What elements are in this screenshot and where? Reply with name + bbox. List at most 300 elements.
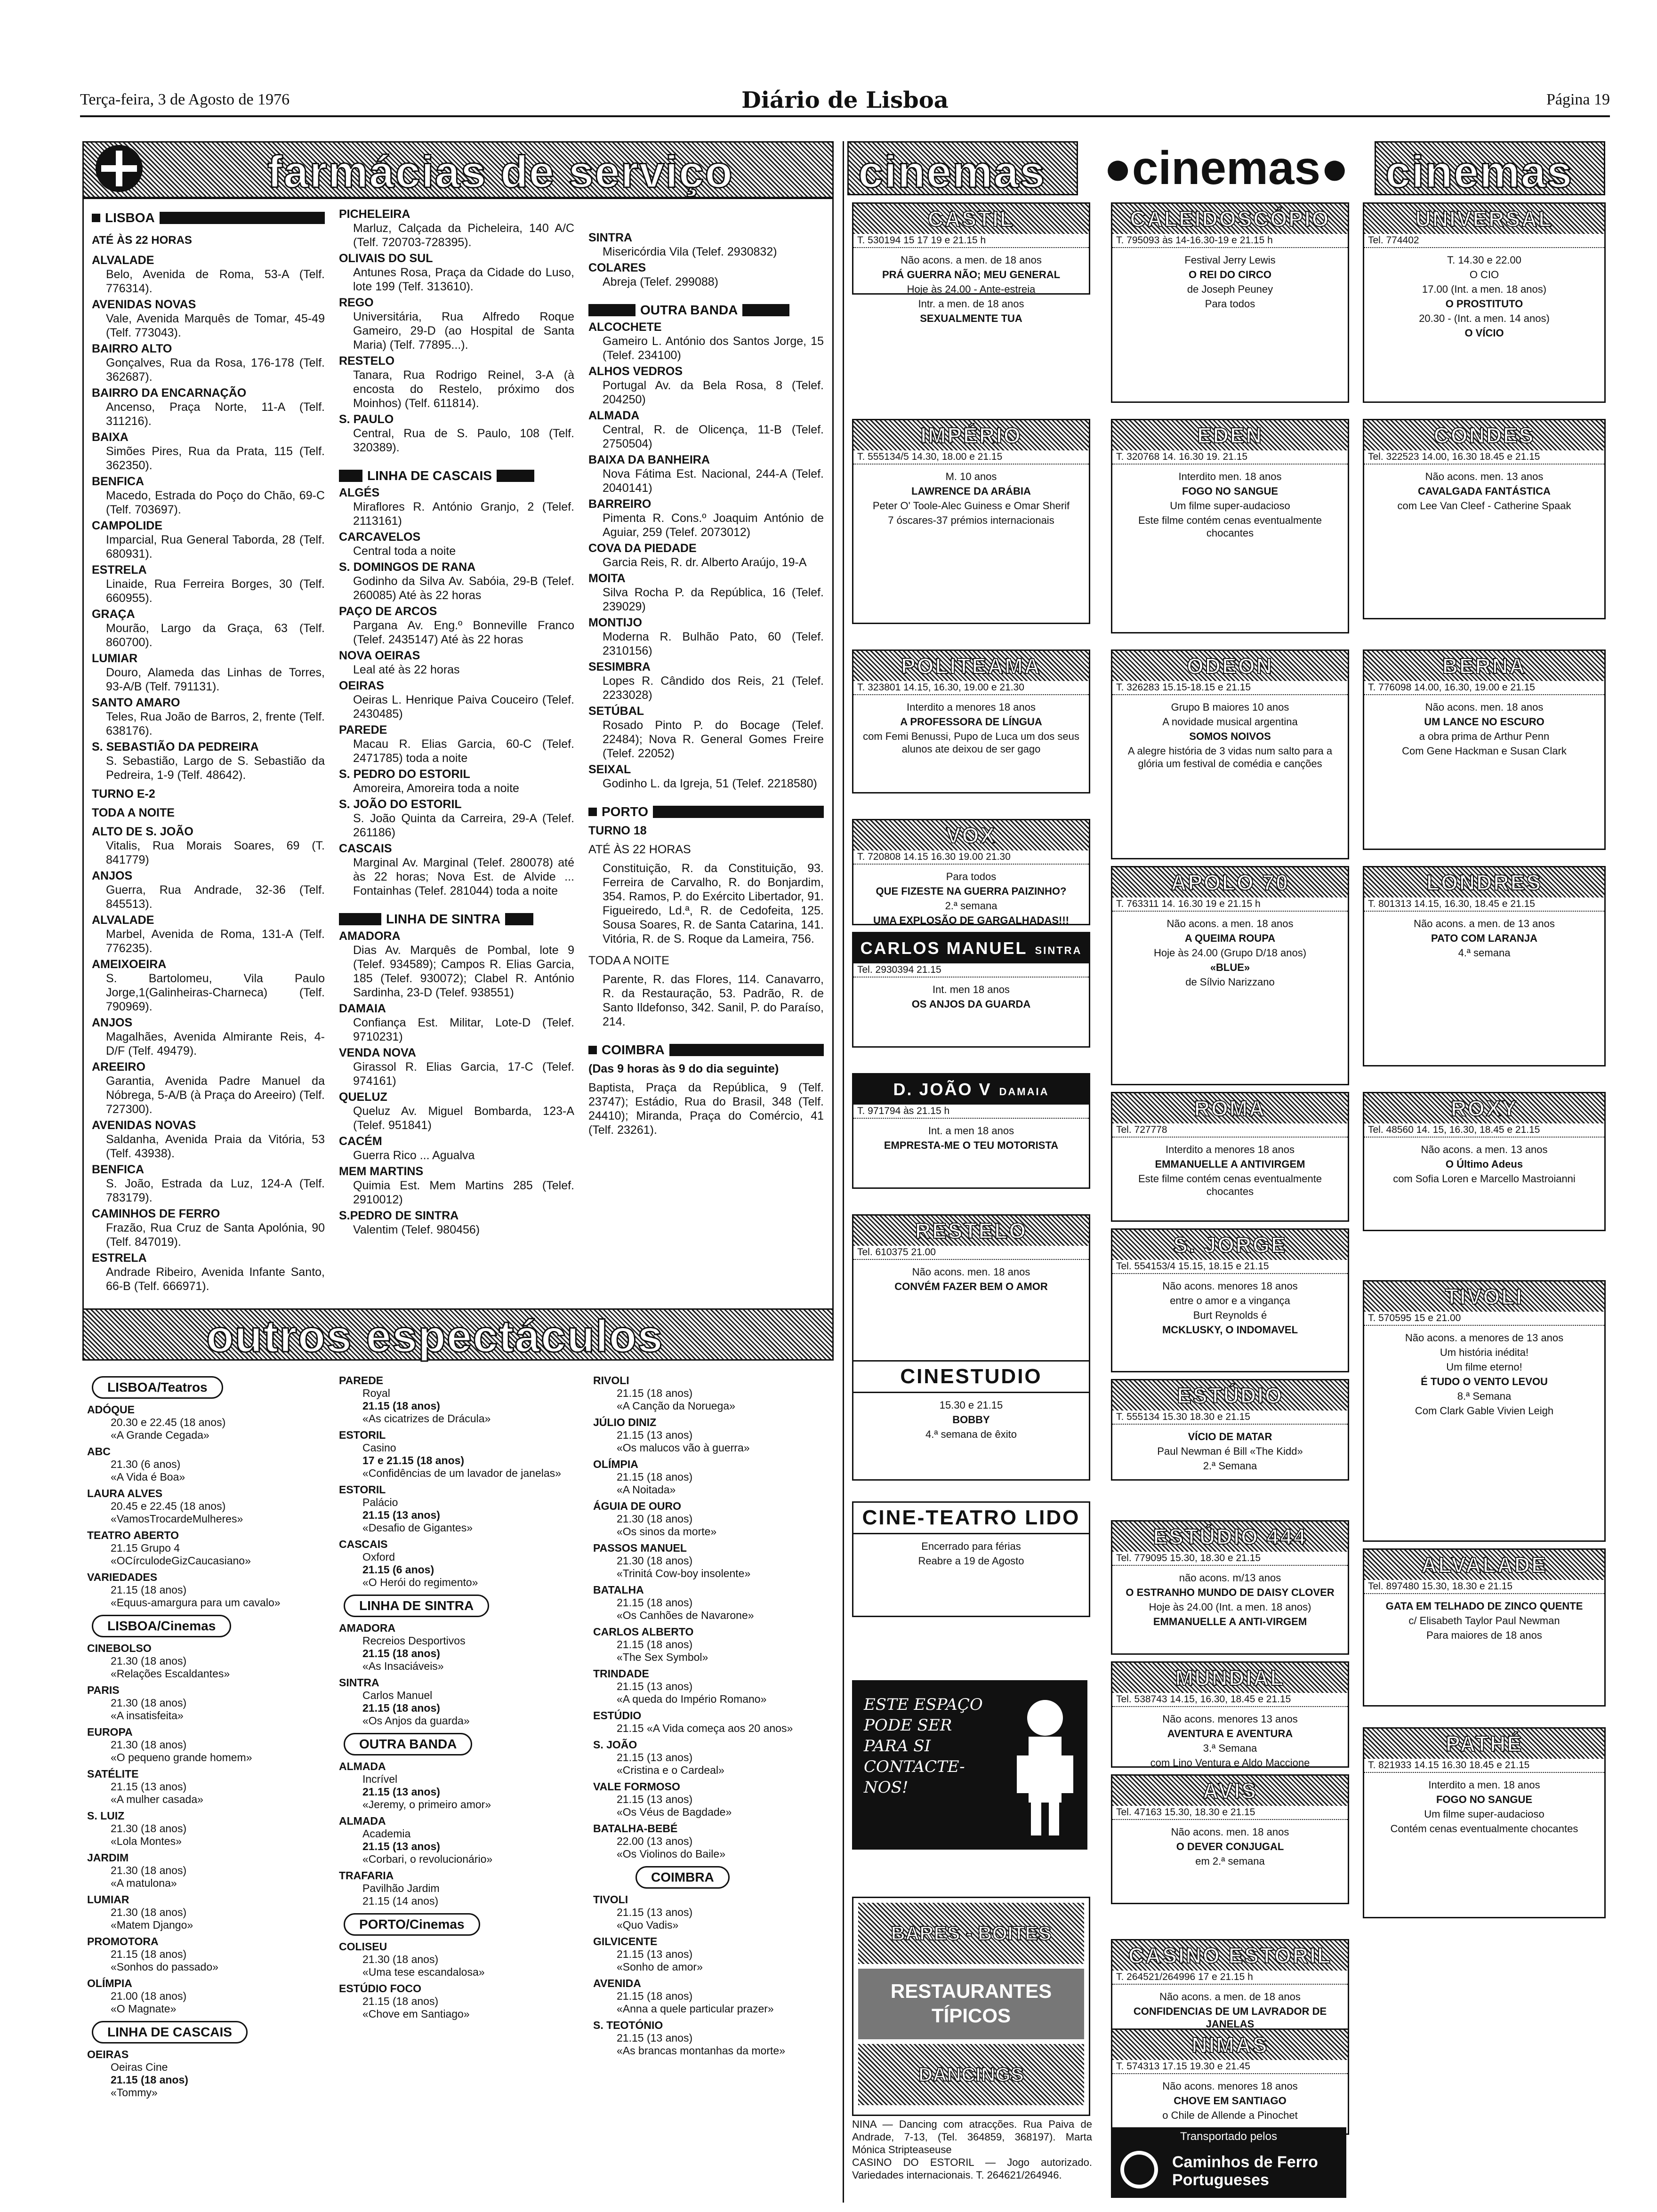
film-info: 2.ª semana <box>945 900 997 912</box>
venue-detail: 21.30 (18 anos) <box>362 1953 439 1965</box>
film-info: Contém cenas eventualmente chocantes <box>1390 1823 1578 1835</box>
bares-title: BARES - BOITES <box>858 1903 1084 1964</box>
film-info: em 2.ª semana <box>1195 1855 1265 1867</box>
cinema-schedule: T. 971794 às 21.15 h <box>853 1105 1089 1119</box>
cartoon-figure-icon <box>1007 1690 1083 1840</box>
pharmacy-entry <box>92 1060 325 1116</box>
pharmacy-address: Gonçalves, Rua da Rosa, 176-178 (Telf. 362687). <box>106 356 325 384</box>
cinema-programme <box>853 465 1089 532</box>
cinema-name <box>1112 1940 1348 1971</box>
venue-name: ADÓQUE <box>87 1403 135 1416</box>
bullet-icon: ● <box>1103 142 1132 194</box>
film-title: UM LANCE NO ESCURO <box>1424 716 1544 728</box>
film-info: Não acons. a men. 18 anos <box>1166 918 1294 930</box>
pharmacy-address: Guerra Rico ... Agualva <box>353 1149 475 1162</box>
venue-detail: «Corbari, o revolucionário» <box>362 1853 493 1865</box>
cinema-box <box>1111 1520 1349 1655</box>
cinema-schedule: T. 320768 14. 16.30 19. 21.15 <box>1112 450 1348 465</box>
venue-detail: «A Canção da Noruega» <box>617 1400 735 1412</box>
pharmacy-column-1 <box>92 207 325 1308</box>
pharmacy-address: Pimenta R. Cons.º Joaquim António de Aguiar, 259 (Telef. 2073012) <box>603 512 824 539</box>
film-info: Um filme super-audacioso <box>1170 500 1290 512</box>
venue-entry <box>593 1709 828 1735</box>
venue-entry <box>87 1571 327 1609</box>
pharmacy-entry <box>92 1251 325 1293</box>
venue-name: ESTORIL <box>339 1483 386 1496</box>
film-title: QUE FIZESTE NA GUERRA PAIZINHO? <box>876 885 1067 897</box>
pharmacy-address: Marbel, Avenida de Roma, 131-A (Telf. 776235). <box>106 928 325 955</box>
pharmacy-address: S. João, Estrada da Luz, 124-A (Telf. 783179). <box>106 1177 325 1204</box>
cinema-box <box>1363 419 1606 619</box>
pharmacy-entry <box>588 704 824 761</box>
film-title: A QUEIMA ROUPA <box>1184 932 1276 944</box>
venue-detail: 21.30 (18 anos) <box>111 1655 187 1667</box>
nina-listing: NINA — Dancing com atracções. Rua Paiva de Andrade, 7-13, (Tel. 364859, 368197). Marta Mónica Stripteaseuse <box>852 2118 1092 2156</box>
venue-detail: 21.15 (18 anos) <box>362 1995 439 2007</box>
film-info: T. 14.30 e 22.00 <box>1447 254 1521 266</box>
cinema-name <box>853 420 1089 450</box>
venue-detail: «Os Canhões de Navarone» <box>617 1609 754 1621</box>
outros-column-3 <box>593 1374 828 2207</box>
cinema-title: IMPÉRIO <box>920 423 1022 448</box>
venue-name: LUMIAR <box>87 1893 129 1906</box>
film-info: Intr. a men. de 18 anos <box>918 298 1024 310</box>
subheading: ATÉ ÀS 22 HORAS <box>92 234 192 247</box>
bares-box <box>852 1897 1090 2116</box>
cinema-box <box>1363 1548 1606 1707</box>
cinema-schedule: T. 776098 14.00, 16.30, 19.00 e 21.15 <box>1364 681 1604 695</box>
cinema-programme <box>1112 695 1348 776</box>
cinema-programme <box>1112 1274 1348 1342</box>
venue-detail: Carlos Manuel <box>362 1689 433 1701</box>
venue-entry <box>87 1935 327 1973</box>
venue-detail: «As Insaciáveis» <box>362 1660 444 1672</box>
cinema-title: CARLOS MANUEL <box>860 938 1028 958</box>
pharmacy-address: Amoreira, Amoreira toda a noite <box>353 782 519 795</box>
venue-detail: Palácio <box>362 1496 398 1508</box>
film-info: Int. a men 18 anos <box>928 1125 1014 1137</box>
porto-night-list: Parente, R. das Flores, 114. Canavarro, R. da Restauração, 53. Padrão, R. de Santo Ildefonso, 342. Sanil, P. do Paraíso, 214. <box>603 973 824 1028</box>
cinema-schedule: T. 264521/264996 17 e 21.15 h <box>1112 1971 1348 1985</box>
venue-detail: 21.15 (18 anos) <box>362 1647 440 1659</box>
venue-detail: 21.15 (18 anos) <box>617 1387 693 1399</box>
cinema-box <box>852 1214 1090 1372</box>
venue-detail: «Os sinos da morte» <box>617 1525 717 1538</box>
venue-name: AVENIDA <box>593 1977 641 1989</box>
venue-entry <box>593 1893 828 1931</box>
film-title: OS ANJOS DA GUARDA <box>911 998 1031 1010</box>
venue-detail: Oeiras Cine <box>111 2061 168 2073</box>
film-title: EMPRESTA-ME O TEU MOTORISTA <box>884 1139 1059 1151</box>
pharmacy-entry <box>339 296 574 352</box>
locality-name: BENFICA <box>92 475 145 488</box>
cinema-box <box>852 819 1090 925</box>
cinema-schedule: Tel. 48560 14. 15, 16.30, 18.45 e 21.15 <box>1364 1123 1604 1138</box>
cinema-schedule: T. 801313 14.15, 16.30, 18.45 e 21.15 <box>1364 898 1604 912</box>
cinema-schedule: T. 821933 14.15 16.30 18.45 e 21.15 <box>1364 1759 1604 1773</box>
venue-detail: Incrível <box>362 1773 398 1785</box>
venue-detail: 21.30 (6 anos) <box>111 1458 181 1470</box>
pharmacy-entry <box>92 607 325 649</box>
pharmacy-address: Gameiro L. António dos Santos Jorge, 15 (Telef. 234100) <box>603 335 824 362</box>
cinema-schedule: T. 763311 14. 16.30 19 e 21.15 h <box>1112 898 1348 912</box>
pharmacy-address: Confiança Est. Militar, Lote-D (Telef. 9710231) <box>353 1016 574 1043</box>
pharmacy-entry <box>588 320 824 362</box>
pharmacy-entry <box>92 563 325 605</box>
film-info: Hoje às 24.00 (Grupo D/18 anos) <box>1153 947 1307 959</box>
pharmacy-entry <box>339 1090 574 1132</box>
pharmacy-address: Douro, Alameda das Linhas de Torres, 93-A/B (Telf. 791131). <box>106 666 325 693</box>
cinema-box <box>1111 202 1349 403</box>
locality-name: S. JOÃO DO ESTORIL <box>339 798 462 811</box>
cinema-box <box>1363 1727 1606 1918</box>
cinema-name <box>1364 1282 1604 1312</box>
locality-name: SINTRA <box>588 231 633 244</box>
cinema-name <box>1112 1380 1348 1411</box>
venue-detail: 21.15 Grupo 4 <box>111 1542 180 1554</box>
venue-name: GILVICENTE <box>593 1935 658 1948</box>
pharmacy-entry <box>339 767 574 795</box>
venue-detail: 21.00 (18 anos) <box>111 1990 187 2002</box>
cp-tagline: Transportado pelos <box>1180 2130 1277 2143</box>
cinema-box <box>1363 1092 1606 1231</box>
venue-detail: «Uma tese escandalosa» <box>362 1966 485 1978</box>
film-info: 15.30 e 21.15 <box>939 1399 1003 1411</box>
venue-entry <box>87 1403 327 1442</box>
cinema-name <box>853 933 1089 963</box>
venue-entry <box>593 2019 828 2057</box>
film-info: M. 10 anos <box>945 471 997 482</box>
pharmacy-address: Rosado Pinto P. do Bocage (Telef. 22484); Nova R. General Gomes Freire (Telef. 22052) <box>603 719 824 760</box>
venue-entry <box>339 1374 574 1425</box>
pharmacy-entry <box>92 1207 325 1249</box>
pharmacy-address: Andrade Ribeiro, Avenida Infante Santo, 66-B (Telf. 666971). <box>106 1266 325 1293</box>
locality-name: SESIMBRA <box>588 660 651 673</box>
pharmacy-entry <box>92 430 325 473</box>
venue-name: AMADORA <box>339 1622 396 1634</box>
locality-name: BENFICA <box>92 1163 145 1176</box>
pharmacy-entry <box>339 842 574 898</box>
locality-name: S. PAULO <box>339 413 394 426</box>
venue-name: ESTORIL <box>339 1429 386 1441</box>
outros-column-2 <box>339 1374 574 2207</box>
outros-banner-title: outros espectáculos <box>206 1311 664 1362</box>
venue-detail: 21.15 (13 anos) <box>617 1906 693 1918</box>
cinema-name <box>1112 1663 1348 1693</box>
cinema-title: ALVALADE <box>1421 1553 1547 1577</box>
venue-detail: 21.15 (18 anos) <box>362 1702 440 1714</box>
pharmacy-entry <box>588 660 824 702</box>
locality-name: LUMIAR <box>92 652 138 665</box>
locality-name: S. PEDRO DO ESTORIL <box>339 768 470 781</box>
cinema-box <box>852 1073 1090 1189</box>
venue-detail: «O Magnate» <box>111 2003 177 2015</box>
film-title: GATA EM TELHADO DE ZINCO QUENTE <box>1385 1600 1583 1612</box>
venue-entry <box>593 1780 828 1819</box>
locality-name: BAIRRO ALTO <box>92 342 172 355</box>
venue-detail: Casino <box>362 1442 396 1454</box>
film-info: Int. men 18 anos <box>933 984 1010 995</box>
pharmacy-address: Nova Fátima Est. Nacional, 244-A (Telef. 2040141) <box>603 467 824 495</box>
locality-name: GRAÇA <box>92 608 135 621</box>
venue-name: VARIEDADES <box>87 1571 158 1583</box>
locality-name: AMADORA <box>339 930 401 943</box>
locality-name: SANTO AMARO <box>92 696 180 709</box>
cinemas-banner-title: cinemas <box>1132 142 1321 194</box>
cinema-title: CASINO ESTORIL <box>1128 1943 1332 1968</box>
venue-detail: «Confidências de um lavador de janelas» <box>362 1467 561 1479</box>
cinema-box <box>1363 202 1606 403</box>
pharmacy-banner-title: farmácias de serviço <box>267 147 733 197</box>
film-info: Interdito a menores 18 anos <box>1166 1144 1295 1155</box>
cinema-title: ROXY <box>1450 1096 1518 1121</box>
venue-entry <box>593 1458 828 1496</box>
locality-name: PAREDE <box>339 723 387 737</box>
cinema-title: LONDRES <box>1426 870 1542 895</box>
venue-detail: 21.15 (13 anos) <box>617 1948 693 1960</box>
film-title: É TUDO O VENTO LEVOU <box>1421 1376 1548 1387</box>
venue-detail: 21.15 (18 anos) <box>362 1400 440 1412</box>
cinema-programme <box>1112 912 1348 994</box>
locality-name: CASCAIS <box>339 842 392 855</box>
venue-detail: Royal <box>362 1387 390 1399</box>
film-title: CONFIDENCIAS DE UM LAVRADOR DE JANELAS <box>1133 2005 1327 2030</box>
film-title: O REI DO CIRCO <box>1188 269 1271 281</box>
venue-detail: «Cristina e o Cardeal» <box>617 1764 724 1776</box>
pharmacy-address: S. João Quinta da Carreira, 29-A (Telef. 261186) <box>353 812 574 839</box>
film-title: O PROSTITUTO <box>1445 298 1523 310</box>
cinema-box <box>1111 866 1349 1085</box>
venue-detail: «As cicatrizes de Drácula» <box>362 1412 491 1425</box>
film-info: Para todos <box>1205 298 1255 310</box>
section-cascais: LINHA DE CASCAIS <box>339 469 574 483</box>
cinemas-banner-left: cinemas <box>858 147 1046 197</box>
film-info: o Chile de Allende a Pinochet <box>1162 2109 1298 2121</box>
film-info: 4.ª semana <box>1458 947 1511 959</box>
venue-detail: 21.30 (18 anos) <box>617 1555 693 1567</box>
venue-detail: Oxford <box>362 1551 395 1563</box>
locality-name: ESTRELA <box>92 1251 147 1265</box>
pharmacy-address: Pargana Av. Eng.º Bonneville Franco (Telef. 2435147) Até às 22 horas <box>353 619 574 646</box>
pharmacy-address: Oeiras L. Henrique Paiva Couceiro (Telef. 2430485) <box>353 693 574 721</box>
film-info: Não acons. menores 18 anos <box>1162 2080 1298 2092</box>
pharmacy-entry <box>588 261 824 289</box>
cinema-schedule: T. 570595 15 e 21.00 <box>1364 1312 1604 1326</box>
venue-entry <box>87 2048 327 2099</box>
cinema-schedule: Tel. 727778 <box>1112 1123 1348 1138</box>
venue-detail: «O Herói do regimento» <box>362 1576 478 1588</box>
cinema-box <box>1111 1092 1349 1222</box>
film-info: 4.ª semana de êxito <box>925 1428 1017 1440</box>
venue-name: JARDIM <box>87 1851 129 1864</box>
pharmacy-entry <box>92 696 325 738</box>
locality-name: PICHELEIRA <box>339 208 410 221</box>
venue-detail: «Trinitá Cow-boy insolente» <box>617 1567 751 1579</box>
film-title: EMMANUELLE A ANTI-VIRGEM <box>1153 1616 1307 1627</box>
pharmacy-address: Magalhães, Avenida Almirante Reis, 4-D/F (Telf. 49479). <box>106 1030 325 1058</box>
pharmacy-entry <box>339 354 574 410</box>
venue-detail: 21.15 (18 anos) <box>617 1990 693 2002</box>
venue-detail: 21.15 (18 anos) <box>111 1584 187 1596</box>
venue-detail: 21.15 «A Vida começa aos 20 anos» <box>617 1722 793 1734</box>
pharmacy-address: Saldanha, Avenida Praia da Vitória, 53 (Telf. 43938). <box>106 1133 325 1160</box>
locality-name: AVENIDAS NOVAS <box>92 298 196 311</box>
film-title: VÍCIO DE MATAR <box>1188 1431 1272 1443</box>
pharmacy-address: Guerra, Rua Andrade, 32-36 (Telf. 845513). <box>106 883 325 911</box>
cinema-schedule: T. 326283 15.15-18.15 e 21.15 <box>1112 681 1348 695</box>
film-info: 8.ª Semana <box>1457 1390 1512 1402</box>
locality-name: COLARES <box>588 261 646 274</box>
pharmacy-entry <box>92 297 325 340</box>
film-info: Não acons. men. 13 anos <box>1425 471 1544 482</box>
pharmacy-entry <box>339 207 574 249</box>
locality-name: RESTELO <box>339 354 395 368</box>
film-info: Hoje às 24.00 (Int. a men. 18 anos) <box>1149 1601 1311 1613</box>
pharmacy-entry <box>92 957 325 1014</box>
section-coimbra: COIMBRA <box>588 1043 824 1057</box>
film-info: Interdito men. 18 anos <box>1178 471 1282 482</box>
venue-name: OEIRAS <box>87 2048 129 2060</box>
pharmacy-address: Vitalis, Rua Morais Soares, 69 (T. 841779) <box>106 839 325 866</box>
venue-entry <box>87 1487 327 1525</box>
heading-porto-cinemas: PORTO/Cinemas <box>344 1913 480 1936</box>
film-info: de Sílvio Narizzano <box>1185 976 1275 988</box>
film-info: com Lee Van Cleef - Catherine Spaak <box>1397 500 1571 512</box>
locality-name: DAMAIA <box>339 1002 386 1015</box>
venue-detail: 17 e 21.15 (18 anos) <box>362 1454 465 1467</box>
film-info: Um filme eterno! <box>1446 1361 1522 1373</box>
cinema-title: D. JOÃO V <box>893 1080 992 1099</box>
venue-entry <box>87 1445 327 1483</box>
pharmacy-address: Mourão, Largo da Graça, 63 (Telf. 860700). <box>106 622 325 649</box>
cinema-title: AVIS <box>1203 1779 1257 1803</box>
film-info: A novidade musical argentina <box>1162 716 1298 728</box>
venue-detail: 21.15 (13 anos) <box>617 1429 693 1441</box>
film-info: Para maiores de 18 anos <box>1426 1629 1542 1641</box>
film-title: O Último Adeus <box>1445 1158 1523 1170</box>
cinema-programme <box>853 1119 1089 1157</box>
film-info: Paul Newman é Bill «The Kidd» <box>1157 1445 1303 1457</box>
venue-name: ESTÚDIO <box>593 1709 642 1722</box>
film-info: Não acons. a men. de 13 anos <box>1414 918 1555 930</box>
venue-entry <box>593 1500 828 1538</box>
cinema-programme <box>1364 912 1604 965</box>
locality-name: SEIXAL <box>588 763 631 776</box>
venue-detail: 21.30 (18 anos) <box>617 1513 693 1525</box>
cinema-programme <box>1364 465 1604 518</box>
cinema-title: BERNA <box>1442 654 1527 678</box>
newspaper-name: Diário de Lisboa <box>741 87 949 113</box>
pharmacy-address: Macedo, Estrada do Poço do Chão, 69-C (Telf. 703697). <box>106 489 325 516</box>
porto-list: Constituição, R. da Constituição, 93. Ferreira de Carvalho, R. do Bonjardim, 354. Ramos, P. do Exército Libertador, 91. Figueiredo, Ld.ª, R. de Cedofeita, 125. Sousa Soares, R. de Santa Catarina, 141. Vitória, R. de S. Roque da Lameira, 756. <box>603 862 824 946</box>
cinema-box <box>852 1501 1090 1617</box>
locality-name: OEIRAS <box>339 679 384 692</box>
subheading: TODA A NOITE <box>92 806 175 819</box>
venue-entry <box>593 1584 828 1622</box>
pharmacy-entry <box>92 474 325 517</box>
venue-entry <box>339 1760 574 1811</box>
film-title: SEXUALMENTE TUA <box>920 313 1022 324</box>
venue-name: TRINDADE <box>593 1667 649 1680</box>
venue-detail: «Os malucos vão à guerra» <box>617 1442 750 1454</box>
pharmacy-address: Queluz Av. Miguel Bombarda, 123-A (Telef. 951841) <box>353 1105 574 1132</box>
cinema-name <box>1364 1729 1604 1759</box>
cinema-title: ODEON <box>1187 654 1273 678</box>
locality-name: PAÇO DE ARCOS <box>339 605 437 618</box>
cinema-schedule: T. 323801 14.15, 16.30, 19.00 e 21.30 <box>853 681 1089 695</box>
cinema-title: ROMA <box>1194 1096 1266 1121</box>
cinema-programme <box>1112 1425 1348 1478</box>
pharmacy-entry <box>92 1162 325 1205</box>
pharmacy-entry <box>588 762 824 791</box>
venue-entry <box>593 1935 828 1973</box>
film-info: Não acons. men. 18 anos <box>912 1266 1030 1278</box>
cinema-name <box>1364 867 1604 898</box>
venue-name: OLÍMPIA <box>593 1458 638 1470</box>
cinema-box <box>1111 649 1349 859</box>
cinema-box <box>1111 1228 1349 1372</box>
pharmacy-address: Universitária, Rua Alfredo Roque Gameiro, 29-D (ao Hospital de Santa Maria) (Telf. 77895...). <box>353 310 574 352</box>
cinema-title: UNIVERSAL <box>1415 207 1553 231</box>
cinema-schedule: T. 555134/5 14.30, 18.00 e 21.15 <box>853 450 1089 465</box>
film-info: com Sofia Loren e Marcello Mastroianni <box>1393 1173 1576 1185</box>
venue-name: ÁGUIA DE OURO <box>593 1500 681 1512</box>
venue-name: EUROPA <box>87 1726 133 1738</box>
venue-detail: 21.30 (18 anos) <box>111 1906 187 1918</box>
cinema-name <box>1112 2030 1348 2060</box>
venue-detail: «The Sex Symbol» <box>617 1651 708 1663</box>
film-title: O ESTRANHO MUNDO DE DAISY CLOVER <box>1126 1587 1335 1598</box>
cinema-title: VOX <box>946 823 997 848</box>
film-info: Festival Jerry Lewis <box>1184 254 1276 266</box>
venue-detail: «Quo Vadis» <box>617 1919 679 1931</box>
cinema-schedule: Tel. 47163 15.30, 18.30 e 21.15 <box>1112 1806 1348 1820</box>
locality-name: ALVALADE <box>92 254 154 267</box>
cinema-title: CASTIL <box>927 207 1015 231</box>
venue-detail: 21.15 (13 anos) <box>111 1780 187 1793</box>
film-info: Não acons. a men. 13 anos <box>1421 1144 1548 1155</box>
casino-listing: CASINO DO ESTORIL — Jogo autorizado. Variedades internacionais. T. 264621/264946. <box>852 2156 1092 2181</box>
venue-name: TEATRO ABERTO <box>87 1529 179 1541</box>
cinema-name <box>1112 867 1348 898</box>
pharmacy-entry <box>588 453 824 495</box>
film-title: A PROFESSORA DE LÍNGUA <box>900 716 1042 728</box>
film-info: Não acons. a men. de 18 anos <box>1159 1991 1301 2003</box>
subheading: TURNO 18 <box>588 824 647 837</box>
pharmacy-entry <box>339 560 574 602</box>
section-outra-banda: OUTRA BANDA <box>588 303 824 317</box>
cinema-programme <box>1112 1707 1348 1775</box>
venue-detail: 21.30 (18 anos) <box>111 1739 187 1751</box>
pharmacy-entry <box>339 1002 574 1044</box>
film-info: entre o amor e a vingança <box>1170 1295 1290 1306</box>
heading-lisboa-cinemas: LISBOA/Cinemas <box>92 1615 231 1637</box>
cinema-name <box>853 204 1089 234</box>
cinema-box <box>852 932 1090 1048</box>
film-title: UMA EXPLOSÃO DE GARGALHADAS!!! <box>873 914 1069 926</box>
pharmacy-address: Antunes Rosa, Praça da Cidade do Luso, lote 199 (Telf. 313610). <box>353 266 574 293</box>
film-info: Não acons. men. 18 anos <box>1171 1826 1289 1838</box>
cinema-schedule: Tel. 774402 <box>1364 234 1604 248</box>
film-info: Grupo B maiores 10 anos <box>1171 701 1289 713</box>
subheading: ATÉ ÀS 22 HORAS <box>588 843 691 856</box>
locality-name: BAIXA DA BANHEIRA <box>588 453 710 466</box>
pharmacy-address: S. Sebastião, Largo de S. Sebastião da Pedreira, 1-9 (Telf. 48642). <box>106 754 325 782</box>
film-info: não acons. m/13 anos <box>1179 1572 1281 1584</box>
venue-detail: «Os Violinos do Baile» <box>617 1848 725 1860</box>
cinema-schedule: T. 720808 14.15 16.30 19.00 21.30 <box>853 850 1089 865</box>
cinema-programme <box>1364 1594 1604 1647</box>
